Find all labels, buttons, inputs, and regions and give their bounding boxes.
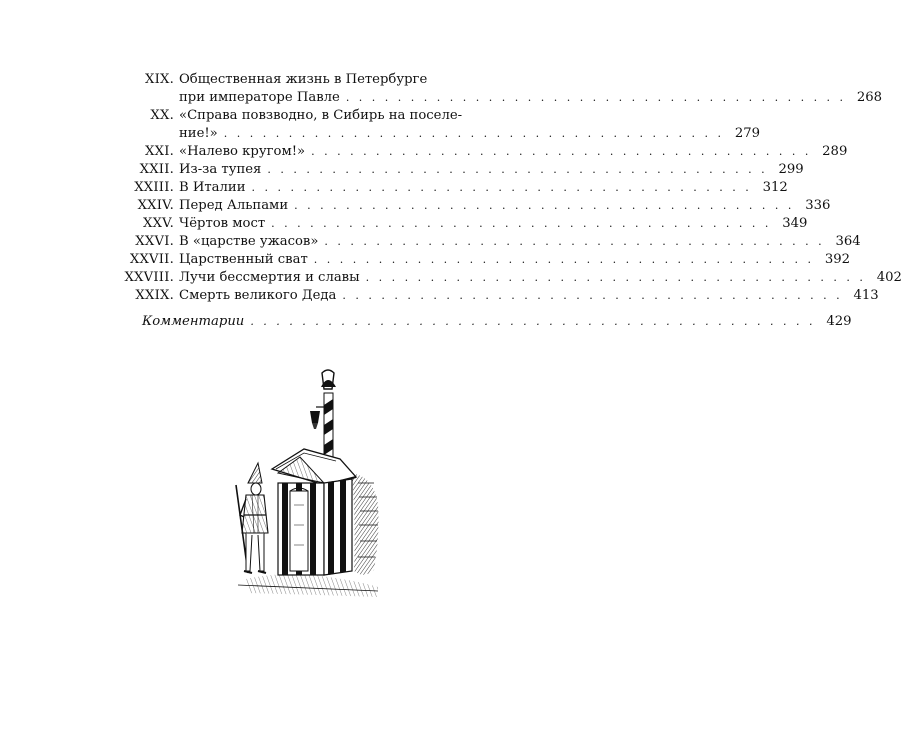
- tree-foliage: [352, 473, 379, 575]
- page-number: 429: [826, 314, 852, 329]
- chapter-title: Царственный сват: [179, 252, 308, 267]
- table-of-contents: [120, 71, 902, 331]
- dot-leader: . . . . . . . . . . . . . . . . . . . . . . . . . . . . . . . . . . . . . . .: [294, 199, 795, 212]
- grenadier-figure: [236, 463, 268, 573]
- chapter-title-line: «Справа повзводно, в Сибирь на поселе-: [179, 108, 463, 123]
- toc-entry[interactable]: [120, 71, 883, 107]
- dot-leader: . . . . . . . . . . . . . . . . . . . . . . . . . . . . . . . . . . . . . . .: [271, 217, 772, 230]
- chapter-title-line: ние!»: [179, 126, 218, 141]
- page-number: 279: [734, 126, 761, 141]
- toc-entry[interactable]: [120, 269, 902, 287]
- commentary-title: Комментарии: [142, 314, 245, 329]
- page-number: 413: [853, 288, 879, 303]
- chapter-title: «Налево кругом!»: [179, 144, 306, 159]
- chapter-number: XIX.: [145, 72, 174, 87]
- toc-entry[interactable]: [120, 143, 848, 161]
- toc-entry[interactable]: [120, 287, 879, 305]
- chapter-title: В Италии: [179, 180, 246, 195]
- page-number: 299: [778, 162, 804, 177]
- dot-leader: . . . . . . . . . . . . . . . . . . . . . . . . . . . . . . . . . . . . . . .: [223, 127, 725, 140]
- sentry-box-illustration: [228, 365, 380, 603]
- chapter-title: Смерть великого Деда: [179, 288, 337, 303]
- chapter-title: Перед Альпами: [179, 198, 289, 213]
- chapter-number: XXVI.: [135, 234, 174, 249]
- chapter-number: XXV.: [143, 216, 174, 231]
- chapter-title: Из-за тупея: [179, 162, 262, 177]
- page-number: 312: [762, 180, 788, 195]
- chapter-number: XXIV.: [137, 198, 174, 213]
- dot-leader: . . . . . . . . . . . . . . . . . . . . . . . . . . . . . . . . . . . . . . .: [251, 181, 752, 194]
- page-number: 349: [782, 216, 808, 231]
- chapter-number: XXIII.: [134, 180, 174, 195]
- toc-entry[interactable]: [120, 197, 831, 215]
- chapter-number: XXVII.: [129, 252, 174, 267]
- chapter-number: XXI.: [145, 144, 174, 159]
- toc-entry-commentary[interactable]: [120, 313, 852, 331]
- page-number: 336: [805, 198, 831, 213]
- dot-leader: . . . . . . . . . . . . . . . . . . . . . . . . . . . . . . . . . . . . . . .: [324, 235, 825, 248]
- page-number: 268: [856, 90, 883, 105]
- chapter-number: XXVIII.: [124, 270, 174, 285]
- toc-entry[interactable]: [120, 179, 788, 197]
- toc-entry[interactable]: [120, 215, 808, 233]
- chapter-title: В «царстве ужасов»: [179, 234, 319, 249]
- page-number: 402: [876, 270, 902, 285]
- chapter-title: Чёртов мост: [179, 216, 266, 231]
- toc-entry[interactable]: [120, 233, 861, 251]
- lantern-icon: [310, 407, 324, 429]
- dot-leader: . . . . . . . . . . . . . . . . . . . . . . . . . . . . . . . . . . . . . . .: [313, 253, 814, 266]
- dot-leader: . . . . . . . . . . . . . . . . . . . . . . . . . . . . . . . . . . . . . . . . . . . .: [250, 315, 816, 328]
- page-number: 364: [835, 234, 861, 249]
- chapter-number: XX.: [150, 108, 174, 123]
- chapter-number: XXIX.: [135, 288, 174, 303]
- dot-leader: . . . . . . . . . . . . . . . . . . . . . . . . . . . . . . . . . . . . . . .: [345, 91, 847, 104]
- chapter-number: XXII.: [139, 162, 174, 177]
- dot-leader: . . . . . . . . . . . . . . . . . . . . . . . . . . . . . . . . . . . . . . .: [267, 163, 768, 176]
- page-number: 392: [824, 252, 850, 267]
- chapter-title: Лучи бессмертия и славы: [179, 270, 360, 285]
- chapter-title-line: Общественная жизнь в Петербурге: [179, 72, 428, 87]
- sentry-box: [272, 449, 356, 575]
- toc-entry[interactable]: [120, 161, 804, 179]
- toc-entry[interactable]: [120, 107, 761, 143]
- dot-leader: . . . . . . . . . . . . . . . . . . . . . . . . . . . . . . . . . . . . . . .: [342, 289, 843, 302]
- ground: [238, 574, 378, 597]
- chapter-title-line: при императоре Павле: [179, 90, 340, 105]
- toc-entry[interactable]: [120, 251, 850, 269]
- dot-leader: . . . . . . . . . . . . . . . . . . . . . . . . . . . . . . . . . . . . . . .: [365, 271, 866, 284]
- page-number: 289: [822, 144, 848, 159]
- dot-leader: . . . . . . . . . . . . . . . . . . . . . . . . . . . . . . . . . . . . . . .: [311, 145, 812, 158]
